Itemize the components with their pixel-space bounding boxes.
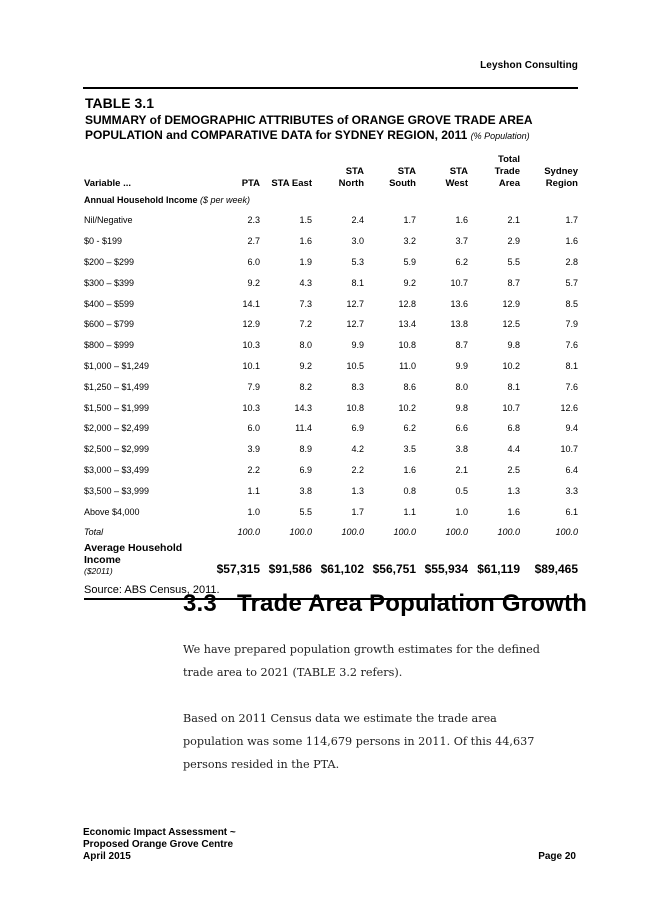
cell-sta-east: 7.2 [299, 319, 312, 330]
cell-sta-west: 8.7 [455, 340, 468, 351]
cell-total-trade-area: 10.2 [502, 360, 520, 371]
cell-sta-west: 2.1 [455, 464, 468, 475]
section-label-text: Annual Household Income [84, 195, 198, 205]
total-sta-north: 100.0 [341, 526, 364, 537]
average-sta-north: $61,102 [320, 561, 364, 576]
cell-sta-west: 6.6 [455, 423, 468, 434]
cell-sta-south: 3.2 [403, 236, 416, 247]
cell-sta-north: 4.2 [351, 444, 364, 455]
header-sta-north-line1: STA [345, 166, 364, 177]
cell-total-trade-area: 10.7 [502, 402, 520, 413]
cell-sta-north: 8.1 [351, 277, 364, 288]
table-row [84, 335, 578, 356]
cell-total-trade-area: 5.5 [507, 256, 520, 267]
cell-total-trade-area: 12.9 [502, 298, 520, 309]
row-label: $1,250 – $1,499 [84, 381, 150, 392]
row-label: $1,500 – $1,999 [84, 402, 150, 413]
header-sydney-line2: Region [545, 178, 578, 189]
total-pta: 100.0 [237, 526, 260, 537]
cell-sta-east: 5.5 [299, 506, 312, 517]
cell-sydney-region: 6.4 [565, 464, 578, 475]
table-row [84, 314, 578, 335]
section-label-note: ($ per week) [200, 195, 251, 205]
cell-sydney-region: 1.7 [565, 215, 578, 226]
total-sta-west: 100.0 [445, 526, 468, 537]
cell-sydney-region: 8.1 [565, 360, 578, 371]
cell-sydney-region: 6.1 [565, 506, 578, 517]
average-sta-west: $55,934 [424, 561, 468, 576]
cell-sta-east: 7.3 [299, 298, 312, 309]
cell-pta: 2.7 [247, 236, 260, 247]
cell-sydney-region: 12.6 [560, 402, 578, 413]
table-row [84, 252, 578, 273]
header-sta-north [312, 148, 364, 190]
cell-sta-east: 3.8 [299, 485, 312, 496]
table-row [84, 272, 578, 293]
header-sydney-region [520, 148, 578, 190]
cell-sta-east: 1.5 [299, 215, 312, 226]
cell-sta-west: 13.8 [450, 319, 468, 330]
row-label: Above $4,000 [84, 506, 140, 517]
total-label: Total [84, 526, 104, 537]
average-total-trade-area: $61,119 [477, 561, 520, 576]
cell-total-trade-area: 9.8 [507, 340, 520, 351]
cell-sta-north: 2.4 [351, 215, 364, 226]
cell-sta-west: 6.2 [455, 256, 468, 267]
row-label: $300 – $399 [84, 277, 135, 288]
table-row [84, 480, 578, 501]
cell-sta-east: 8.9 [299, 444, 312, 455]
total-sta-east: 100.0 [289, 526, 312, 537]
cell-sydney-region: 7.9 [565, 319, 578, 330]
cell-total-trade-area: 2.5 [507, 464, 520, 475]
average-income-label-text: Average Household Income [84, 541, 183, 566]
average-sta-south: $56,751 [372, 561, 416, 576]
average-pta: $57,315 [216, 561, 260, 576]
header-total-line1: Total [498, 154, 520, 165]
row-label: $0 - $199 [84, 236, 123, 247]
demographic-table [84, 148, 578, 600]
row-label: Nil/Negative [84, 215, 133, 226]
cell-sta-north: 6.9 [351, 423, 364, 434]
cell-total-trade-area: 8.1 [507, 381, 520, 392]
cell-sydney-region: 3.3 [565, 485, 578, 496]
cell-sta-east: 4.3 [299, 277, 312, 288]
average-income-sub: ($2011) [84, 565, 113, 576]
cell-sta-north: 1.7 [351, 506, 364, 517]
cell-pta: 10.1 [242, 360, 260, 371]
cell-sta-east: 9.2 [299, 360, 312, 371]
cell-sta-south: 9.2 [403, 277, 416, 288]
cell-sta-north: 12.7 [346, 298, 364, 309]
cell-sta-south: 11.0 [399, 360, 416, 371]
cell-sta-west: 8.0 [455, 381, 468, 392]
header-sta-west [416, 148, 468, 190]
cell-total-trade-area: 1.3 [507, 485, 520, 496]
total-sta-south: 100.0 [393, 526, 416, 537]
source-note: Source: ABS Census, 2011. [84, 576, 578, 599]
cell-sydney-region: 10.7 [560, 444, 578, 455]
cell-sta-north: 10.5 [346, 360, 364, 371]
cell-total-trade-area: 4.4 [507, 444, 520, 455]
row-label: $2,000 – $2,499 [84, 423, 150, 434]
table-row [84, 376, 578, 397]
row-label: $800 – $999 [84, 340, 135, 351]
header-sta-south-line1: STA [397, 166, 416, 177]
cell-total-trade-area: 12.5 [502, 319, 520, 330]
table-row [84, 460, 578, 481]
cell-sta-south: 12.8 [398, 298, 416, 309]
header-sta-west-line1: STA [449, 166, 468, 177]
cell-total-trade-area: 1.6 [507, 506, 520, 517]
section-title: Trade Area Population Growth [236, 590, 588, 617]
section-row-income [84, 190, 578, 210]
cell-sta-south: 10.8 [398, 340, 416, 351]
cell-pta: 14.1 [242, 298, 260, 309]
cell-sta-south: 3.5 [403, 444, 416, 455]
cell-sta-east: 1.6 [299, 236, 312, 247]
cell-sta-north: 10.8 [346, 402, 364, 413]
row-label: $200 – $299 [84, 256, 135, 267]
cell-sta-south: 1.7 [403, 215, 416, 226]
cell-sta-east: 8.2 [299, 381, 312, 392]
cell-sta-west: 3.8 [455, 444, 468, 455]
cell-sta-south: 13.4 [398, 319, 416, 330]
cell-sydney-region: 7.6 [565, 381, 578, 392]
cell-sta-west: 1.0 [455, 506, 468, 517]
section-number: 3.3 [183, 590, 217, 617]
table-header-row [84, 148, 578, 190]
cell-pta: 1.1 [247, 485, 260, 496]
cell-sta-south: 0.8 [403, 485, 416, 496]
cell-total-trade-area: 2.9 [507, 236, 520, 247]
cell-sta-east: 11.4 [295, 423, 312, 434]
header-variable: Variable ... [84, 178, 131, 189]
cell-pta: 3.9 [247, 444, 260, 455]
cell-pta: 6.0 [247, 423, 260, 434]
cell-sydney-region: 5.7 [565, 277, 578, 288]
cell-total-trade-area: 2.1 [507, 215, 520, 226]
row-label: $3,500 – $3,999 [84, 485, 150, 496]
table-row [84, 356, 578, 377]
cell-sta-south: 1.1 [403, 506, 416, 517]
cell-sta-south: 8.6 [403, 381, 416, 392]
cell-sydney-region: 1.6 [565, 236, 578, 247]
cell-pta: 10.3 [242, 340, 260, 351]
cell-pta: 10.3 [242, 402, 260, 413]
cell-sta-north: 3.0 [351, 236, 364, 247]
cell-sta-north: 8.3 [351, 381, 364, 392]
table-row [84, 210, 578, 231]
table-row [84, 439, 578, 460]
cell-sta-east: 14.3 [294, 402, 312, 413]
header-total-line3: Area [498, 178, 520, 189]
cell-pta: 2.3 [247, 215, 260, 226]
cell-pta: 2.2 [247, 464, 260, 475]
header-sta-west-line2: West [445, 178, 468, 189]
cell-pta: 12.9 [242, 319, 260, 330]
row-label: $3,000 – $3,499 [84, 464, 150, 475]
cell-pta: 7.9 [247, 381, 260, 392]
company-header: Leyshon Consulting [480, 60, 578, 71]
table-number: TABLE 3.1 [85, 95, 154, 111]
table-title [85, 113, 575, 144]
cell-sydney-region: 2.8 [565, 256, 578, 267]
cell-sta-south: 6.2 [403, 423, 416, 434]
top-divider [83, 87, 578, 89]
paragraph-1: We have prepared population growth estimates for the defined trade area to 2021 (TABLE 3.2 refers). [183, 643, 540, 679]
cell-sta-north: 5.3 [351, 256, 364, 267]
cell-sta-north: 1.3 [351, 485, 364, 496]
table-row [84, 397, 578, 418]
section-heading [183, 590, 587, 618]
footer-line-1: Economic Impact Assessment ~ [83, 827, 236, 838]
cell-sta-south: 10.2 [398, 402, 416, 413]
table-row [84, 418, 578, 439]
cell-sta-north: 2.2 [351, 464, 364, 475]
cell-sta-east: 1.9 [299, 256, 312, 267]
cell-pta: 9.2 [247, 277, 260, 288]
footer-document-info [83, 827, 236, 863]
header-sta-south-line2: South [389, 178, 416, 189]
header-sydney-line1: Sydney [544, 166, 578, 177]
section-label [84, 190, 578, 210]
cell-pta: 6.0 [247, 256, 260, 267]
cell-sta-west: 13.6 [450, 298, 468, 309]
average-sta-east: $91,586 [268, 561, 312, 576]
cell-sta-west: 9.9 [455, 360, 468, 371]
cell-sta-north: 9.9 [351, 340, 364, 351]
header-pta: PTA [241, 178, 260, 189]
table-title-text: SUMMARY of DEMOGRAPHIC ATTRIBUTES of ORANGE GROVE TRADE AREA POPULATION and COMPARATIVE DATA for SYDNEY REGION, 2011 [85, 113, 533, 142]
footer-line-3: April 2015 [83, 851, 131, 862]
header-total-line2: Trade [494, 166, 520, 177]
average-income-row [84, 542, 578, 576]
cell-sta-east: 6.9 [299, 464, 312, 475]
paragraph-2: Based on 2011 Census data we estimate the trade area population was some 114,679 persons in 2011. Of this 44,637 persons resided in the PTA. [183, 712, 535, 771]
cell-sta-west: 9.8 [455, 402, 468, 413]
page-number: Page 20 [538, 851, 576, 862]
cell-sydney-region: 7.6 [565, 340, 578, 351]
row-label: $2,500 – $2,999 [84, 444, 150, 455]
cell-sydney-region: 8.5 [565, 298, 578, 309]
cell-total-trade-area: 8.7 [507, 277, 520, 288]
header-sta-south [364, 148, 416, 190]
table-row [84, 231, 578, 252]
cell-pta: 1.0 [247, 506, 260, 517]
total-row [84, 522, 578, 542]
header-sta-east: STA East [271, 178, 312, 189]
cell-sta-west: 0.5 [455, 485, 468, 496]
cell-sydney-region: 9.4 [565, 423, 578, 434]
table-row [84, 501, 578, 522]
footer-line-2: Proposed Orange Grove Centre [83, 839, 234, 850]
cell-sta-south: 5.9 [403, 256, 416, 267]
average-income-label [84, 542, 214, 576]
table-title-note: (% Population) [470, 131, 530, 141]
cell-sta-east: 8.0 [299, 340, 312, 351]
cell-sta-north: 12.7 [346, 319, 364, 330]
header-total-trade-area [468, 148, 520, 190]
total-total-trade-area: 100.0 [497, 526, 520, 537]
table-row [84, 293, 578, 314]
cell-total-trade-area: 6.8 [507, 423, 520, 434]
cell-sta-west: 10.7 [450, 277, 468, 288]
cell-sta-west: 3.7 [455, 236, 468, 247]
total-sydney-region: 100.0 [555, 526, 578, 537]
average-sydney-region: $89,465 [534, 561, 578, 576]
row-label: $1,000 – $1,249 [84, 360, 150, 371]
header-sta-north-line2: North [338, 178, 364, 189]
row-label: $600 – $799 [84, 319, 135, 330]
cell-sta-west: 1.6 [455, 215, 468, 226]
row-label: $400 – $599 [84, 298, 135, 309]
cell-sta-south: 1.6 [403, 464, 416, 475]
